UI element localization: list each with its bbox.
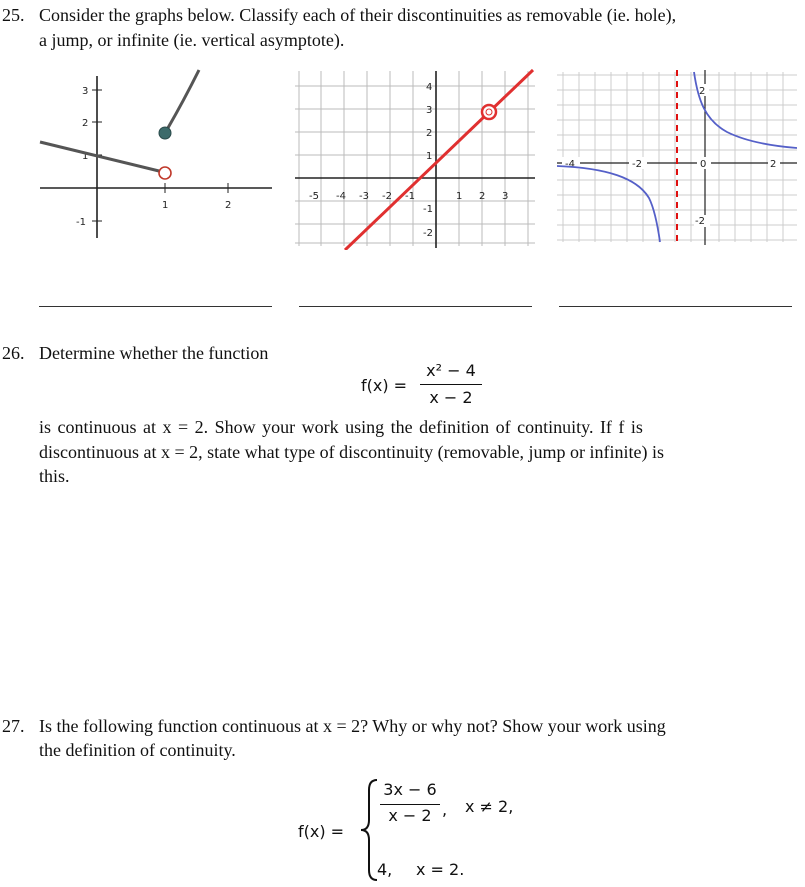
graph1-x-tick-2: 2 <box>225 200 232 211</box>
graph3-y-tick-neg2: -2 <box>695 216 705 227</box>
graph3-right-branch <box>694 72 797 148</box>
answer-line-2[interactable] <box>299 306 532 307</box>
q26-fraction-bar <box>420 384 482 385</box>
graph1-right-curve <box>165 70 199 133</box>
q27-case1-denominator: x − 2 <box>388 806 432 825</box>
q26-text-line1: is continuous at x = 2. Show your work using the definition of continuity. If f is <box>39 417 643 437</box>
graph3-left-branch <box>557 166 660 242</box>
graph2-y-tick-1: 1 <box>426 151 433 162</box>
graph1-y-tick-neg1: -1 <box>76 217 86 228</box>
q26-intro: Determine whether the function <box>39 343 269 363</box>
graph1-left-segment <box>40 142 159 171</box>
q27-case2-condition: x = 2. <box>416 860 465 879</box>
q27-case1-numerator: 3x − 6 <box>383 780 437 799</box>
graph2-hole <box>482 105 496 119</box>
q26-text-line3: this. <box>39 466 70 486</box>
graph-2 <box>295 68 535 250</box>
graph3-x-tick-neg2: -2 <box>632 159 642 170</box>
graph2-x-tick-neg4: -4 <box>336 191 346 202</box>
graph1-open-dot <box>159 167 171 179</box>
q27-text-line2: the definition of continuity. <box>39 740 236 760</box>
graph2-x-tick-neg5: -5 <box>309 191 319 202</box>
q27-text-line1: Is the following function continuous at x = 2? Why or why not? Show your work using <box>39 716 666 736</box>
graph1-y-tick-3: 3 <box>82 86 89 97</box>
q27-f-lhs: f(x) = <box>298 822 345 841</box>
answer-line-3[interactable] <box>559 306 792 307</box>
q27-case2-value: 4, <box>377 860 393 879</box>
graph3-x-tick-0: 0 <box>700 159 707 170</box>
q25-text-line1: Consider the graphs below. Classify each of their discontinuities as removable (ie. hole), <box>39 5 677 25</box>
graph1-y-tick-1: 1 <box>82 151 89 162</box>
q25-text-line2: a jump, or infinite (ie. vertical asymptote). <box>39 30 345 50</box>
graph-3 <box>557 70 797 245</box>
graph3-x-tick-2: 2 <box>770 159 777 170</box>
graph2-x-tick-neg3: -3 <box>359 191 369 202</box>
q25-number: 25. <box>2 5 25 25</box>
q26-f-lhs: f(x) = <box>361 376 408 395</box>
graph2-y-tick-neg1: -1 <box>423 204 433 215</box>
graph1-filled-dot <box>159 127 171 139</box>
graph2-y-tick-2: 2 <box>426 128 433 139</box>
graph1-x-tick-1: 1 <box>162 200 169 211</box>
graph2-x-tick-1: 1 <box>456 191 463 202</box>
q27-case1-condition: x ≠ 2, <box>465 797 514 816</box>
graph2-x-tick-neg1: -1 <box>405 191 415 202</box>
graph2-x-tick-2: 2 <box>479 191 486 202</box>
q27-case1-comma: , <box>442 800 448 819</box>
graph-1 <box>30 68 280 248</box>
graph2-y-tick-3: 3 <box>426 105 433 116</box>
graph1-y-tick-2: 2 <box>82 118 89 129</box>
q27-number: 27. <box>2 716 25 736</box>
answer-line-1[interactable] <box>39 306 272 307</box>
graph2-y-tick-neg2: -2 <box>423 228 433 239</box>
graph2-x-tick-neg2: -2 <box>382 191 392 202</box>
graph2-y-tick-4: 4 <box>426 82 433 93</box>
q26-denominator: x − 2 <box>429 388 473 407</box>
q26-number: 26. <box>2 343 25 363</box>
q26-text-line2: discontinuous at x = 2, state what type of discontinuity (removable, jump or infinite) is <box>39 442 665 462</box>
q26-numerator: x² − 4 <box>426 361 476 380</box>
graph2-x-tick-3: 3 <box>502 191 509 202</box>
q27-case1-fraction-bar <box>380 804 440 805</box>
graph3-x-tick-neg4: -4 <box>565 159 575 170</box>
graph3-y-tick-2: 2 <box>699 86 706 97</box>
